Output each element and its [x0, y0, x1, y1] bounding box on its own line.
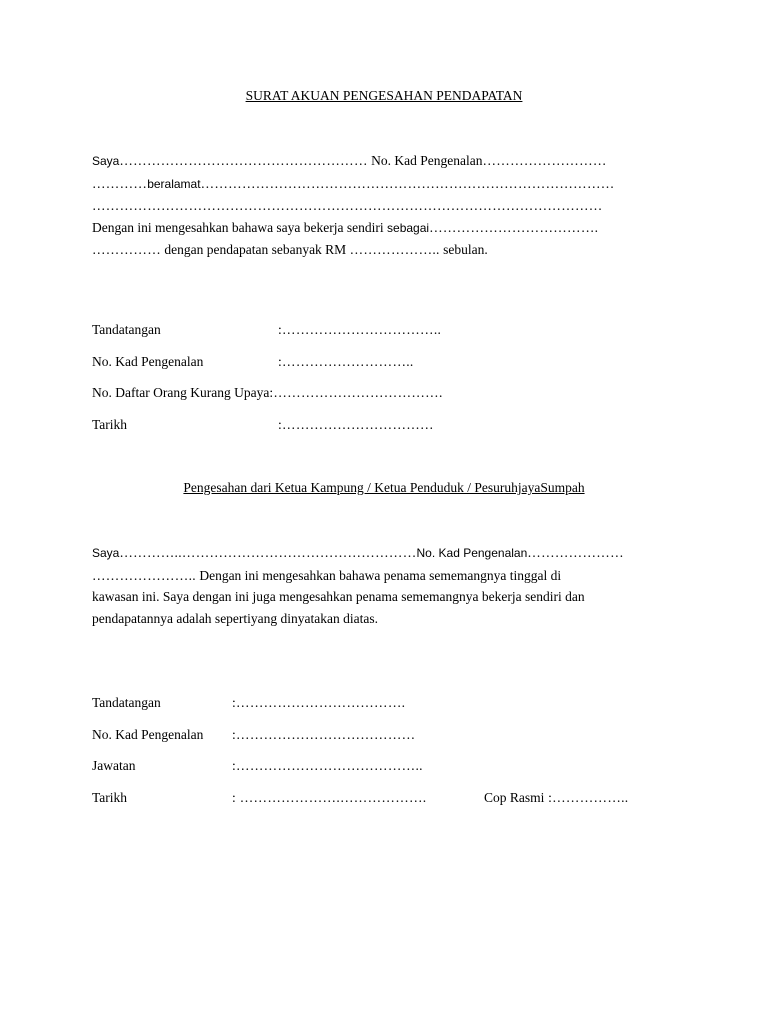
verification-subtitle: Pengesahan dari Ketua Kampung / Ketua Penduduk / PesuruhjayaSumpah: [183, 480, 585, 495]
cop-rasmi-blank: :……………..: [544, 790, 629, 805]
declaration-line-5: [92, 239, 672, 261]
signature1-row-kp: [92, 354, 414, 370]
tarikh-label: Tarikh: [92, 417, 128, 432]
verification-text-1: Dengan ini mengesahkan bahawa penama sememangnya tinggal di: [195, 567, 562, 583]
tandatangan-blank: :……………………………..: [278, 322, 442, 337]
kp-label: No. Kad Pengenalan: [92, 354, 204, 369]
name-blank-2: …………..……………………………………………: [119, 545, 417, 560]
occupation-blank-cont: ……………: [92, 242, 161, 257]
declaration-paragraph: [92, 150, 672, 261]
tarikh-blank: :……………………………: [278, 417, 434, 432]
occupation-blank: ……………………………….: [429, 219, 599, 235]
signature2-row-tandatangan: [92, 695, 405, 711]
tandatangan-blank-2: :……………………………….: [232, 695, 406, 710]
monthly-text: sebulan.: [439, 242, 488, 257]
oku-blank: :……………………………….: [269, 385, 443, 400]
verification-paragraph: [92, 542, 672, 629]
income-text: dengan pendapatan sebanyak RM: [161, 242, 350, 257]
cop-rasmi-label: Cop Rasmi: [484, 790, 545, 805]
jawatan-label: Jawatan: [92, 758, 136, 773]
saya-label: Saya: [92, 154, 120, 168]
declaration-line-2: [92, 173, 672, 196]
tandatangan-label: Tandatangan: [92, 322, 161, 337]
signature2-row-tarikh: [92, 790, 426, 806]
kp-blank: :………………………..: [278, 354, 414, 369]
jawatan-blank: :…………………………………..: [232, 758, 423, 773]
saya-label-2: Saya: [92, 546, 120, 560]
signature1-row-oku: [92, 385, 443, 401]
tarikh-label-2: Tarikh: [92, 790, 128, 805]
occupation-label: sebagai: [387, 220, 430, 235]
name-blank: ………………………………………………: [119, 153, 368, 168]
income-blank: ………………..: [349, 242, 440, 257]
document-title: SURAT AKUAN PENGESAHAN PENDAPATAN: [245, 88, 523, 103]
address-label: beralamat: [147, 176, 201, 191]
ic-blank-cont: …………: [92, 175, 148, 191]
ic-label: No. Kad Pengenalan: [367, 153, 483, 168]
signature2-row-kp: [92, 727, 415, 743]
tarikh-blank-2: : ………………….……………….: [232, 790, 427, 805]
kp-label-2: No. Kad Pengenalan: [92, 727, 204, 742]
signature1-row-tarikh: [92, 417, 434, 433]
address-blank: ………………………………………………………………………………: [200, 175, 615, 191]
signature1-row-tandatangan: [92, 322, 441, 338]
kp-blank-2: :…………………………………: [232, 727, 416, 742]
verification-line-4: pendapatannya adalah sepertiyang dinyatakan diatas.: [92, 610, 379, 626]
tandatangan-label-2: Tandatangan: [92, 695, 161, 710]
oku-label: No. Daftar Orang Kurang Upaya: [92, 385, 270, 400]
ic-blank-2: …………………: [527, 545, 624, 560]
declaration-line-3: …………………………………………………………………………………………………: [92, 198, 603, 213]
ic-blank-2-cont: …………………..: [92, 567, 196, 583]
declaration-line-1: [92, 150, 672, 173]
verification-line-1: [92, 542, 672, 565]
ic-label-2: No. Kad Pengenalan: [416, 546, 528, 560]
declaration-line-4: [92, 217, 672, 240]
verification-line-3: kawasan ini. Saya dengan ini juga mengesahkan penama sememangnya bekerja sendiri dan: [92, 589, 585, 604]
verification-line-2: [92, 565, 672, 587]
ic-blank: ………………………: [482, 153, 607, 168]
cop-rasmi: [484, 790, 628, 806]
statement-text: Dengan ini mengesahkan bahawa saya bekerja sendiri: [92, 219, 388, 235]
signature2-row-jawatan: [92, 758, 423, 774]
